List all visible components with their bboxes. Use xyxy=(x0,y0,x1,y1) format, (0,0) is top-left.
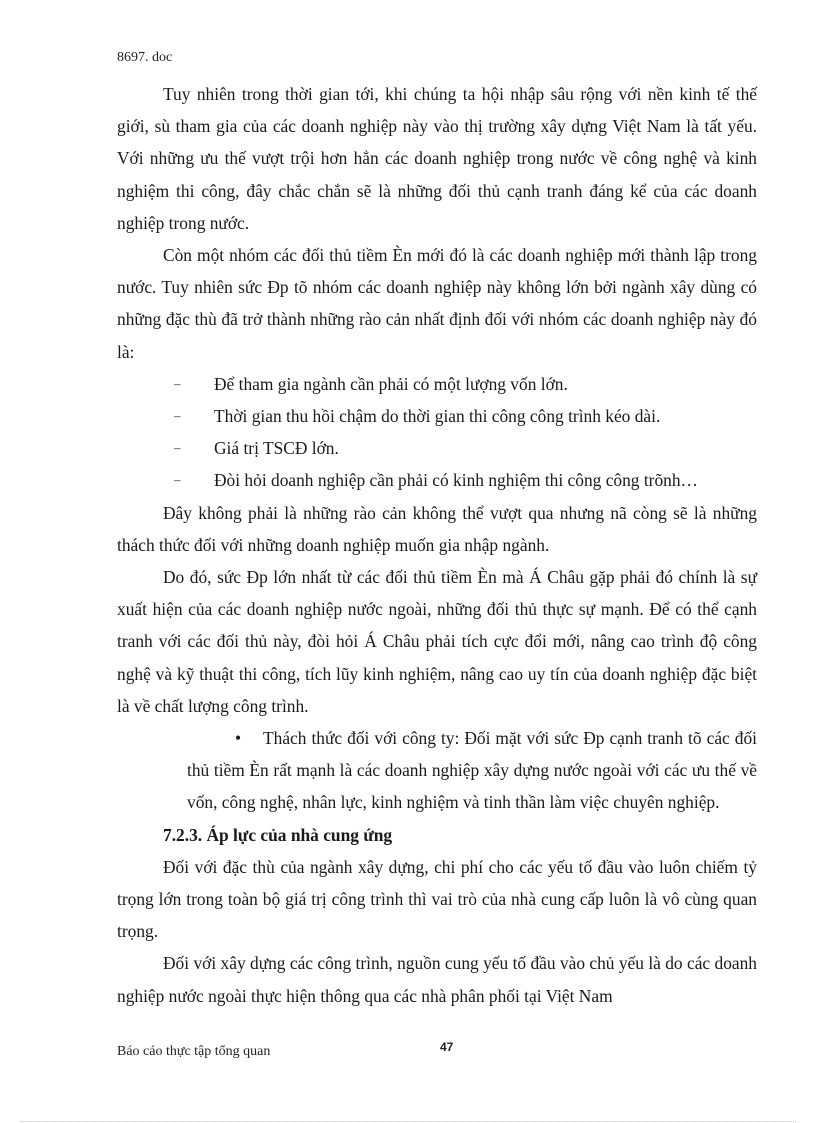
paragraph: Đây không phải là những rào cản không thể vượt qua nhưng nã còng sẽ là những thách thức đối với những doanh nghiệp muốn gia nhập ngành. xyxy=(117,502,757,555)
footer-report-label: Báo cáo thực tập tổng quan xyxy=(117,1044,271,1059)
paragraph: Do đó, sức Ðp lớn nhất từ các đối thủ tiềm Èn mà Á Châu gặp phải đó chính là sự xuất hiện của các doanh nghiệp nước ngoài, những đối thủ thực sự mạnh. Để có thể cạnh tranh với các đối thủ này, đòi hỏi Á Châu phải tích cực đổi mới, nâng cao trình độ công nghệ và kỹ thuật thi công, tích lũy kinh nghiệm, nâng cao uy tín của doanh nghiệp đặc biệt là về chất lượng công trình. xyxy=(117,567,757,716)
list-item xyxy=(174,464,757,496)
list-item xyxy=(174,432,757,464)
list-item xyxy=(174,368,757,400)
list-item-text: Đòi hỏi doanh nghiệp cần phải có kinh nghiệm thi công công trõnh… xyxy=(214,470,698,491)
paragraph: Tuy nhiên trong thời gian tới, khi chúng ta hội nhập sâu rộng với nền kinh tế thế giới, sù tham gia của các doanh nghiệp này vào thị trường xây dựng Việt Nam là tất yếu. Với những ưu thế vượt trội hơn hẳn các doanh nghiệp trong nước về công nghệ và kinh nghiệm thi công, đây chắc chắn sẽ là những đối thủ cạnh tranh đáng kể của các doanh nghiệp trong nước. xyxy=(117,84,757,233)
bullet-marker: • xyxy=(235,728,242,749)
paragraph: Đối với đặc thù của ngành xây dựng, chi phí cho các yếu tố đầu vào luôn chiếm tỷ trọng lớn trong toàn bộ giá trị công trình thì vai trò của nhà cung cấp luôn là vô cùng quan trọng. xyxy=(117,856,757,942)
dash-marker: – xyxy=(174,375,181,391)
list-item xyxy=(174,400,757,432)
dash-marker: – xyxy=(174,472,181,488)
dash-marker: – xyxy=(174,440,181,456)
list-item-text: Thời gian thu hồi chậm do thời gian thi công công trình kéo dài. xyxy=(214,406,661,427)
paragraph: Còn một nhóm các đối thủ tiềm Èn mới đó là các doanh nghiệp mới thành lập trong nước. Tuy nhiên sức Ðp tõ nhóm các doanh nghiệp này không lớn bởi ngành xây dùng có những đặc thù đã trở thành những rào cản nhất định đối với nhóm các doanh nghiệp này đó là: xyxy=(117,245,757,362)
page-number: 47 xyxy=(440,1040,454,1054)
dash-marker: – xyxy=(174,408,181,424)
document-filename: 8697. doc xyxy=(117,50,173,65)
bullet-item xyxy=(117,722,757,819)
bullet-text: Thách thức đối với công ty: Đối mặt với sức Ðp cạnh tranh tõ các đối thủ tiềm Èn rất mạnh là các doanh nghiệp xây dựng nước ngoài với các ưu thế về vốn, công nghệ, nhân lực, kinh nghiệm và tinh thần làm việc chuyên nghiệp. xyxy=(187,728,757,813)
list-item-text: Giá trị TSCĐ lớn. xyxy=(214,438,339,459)
section-heading: 7.2.3. Áp lực của nhà cung ứng xyxy=(163,824,393,845)
document-body xyxy=(117,78,757,1012)
page-bottom-divider xyxy=(20,1121,796,1122)
paragraph: Đối với xây dựng các công trình, nguồn cung yếu tố đầu vào chủ yếu là do các doanh nghiệp nước ngoài thực hiện thông qua các nhà phân phối tại Việt Nam xyxy=(117,953,757,1006)
list-item-text: Để tham gia ngành cần phải có một lượng vốn lớn. xyxy=(214,373,568,394)
barrier-list xyxy=(117,368,757,497)
